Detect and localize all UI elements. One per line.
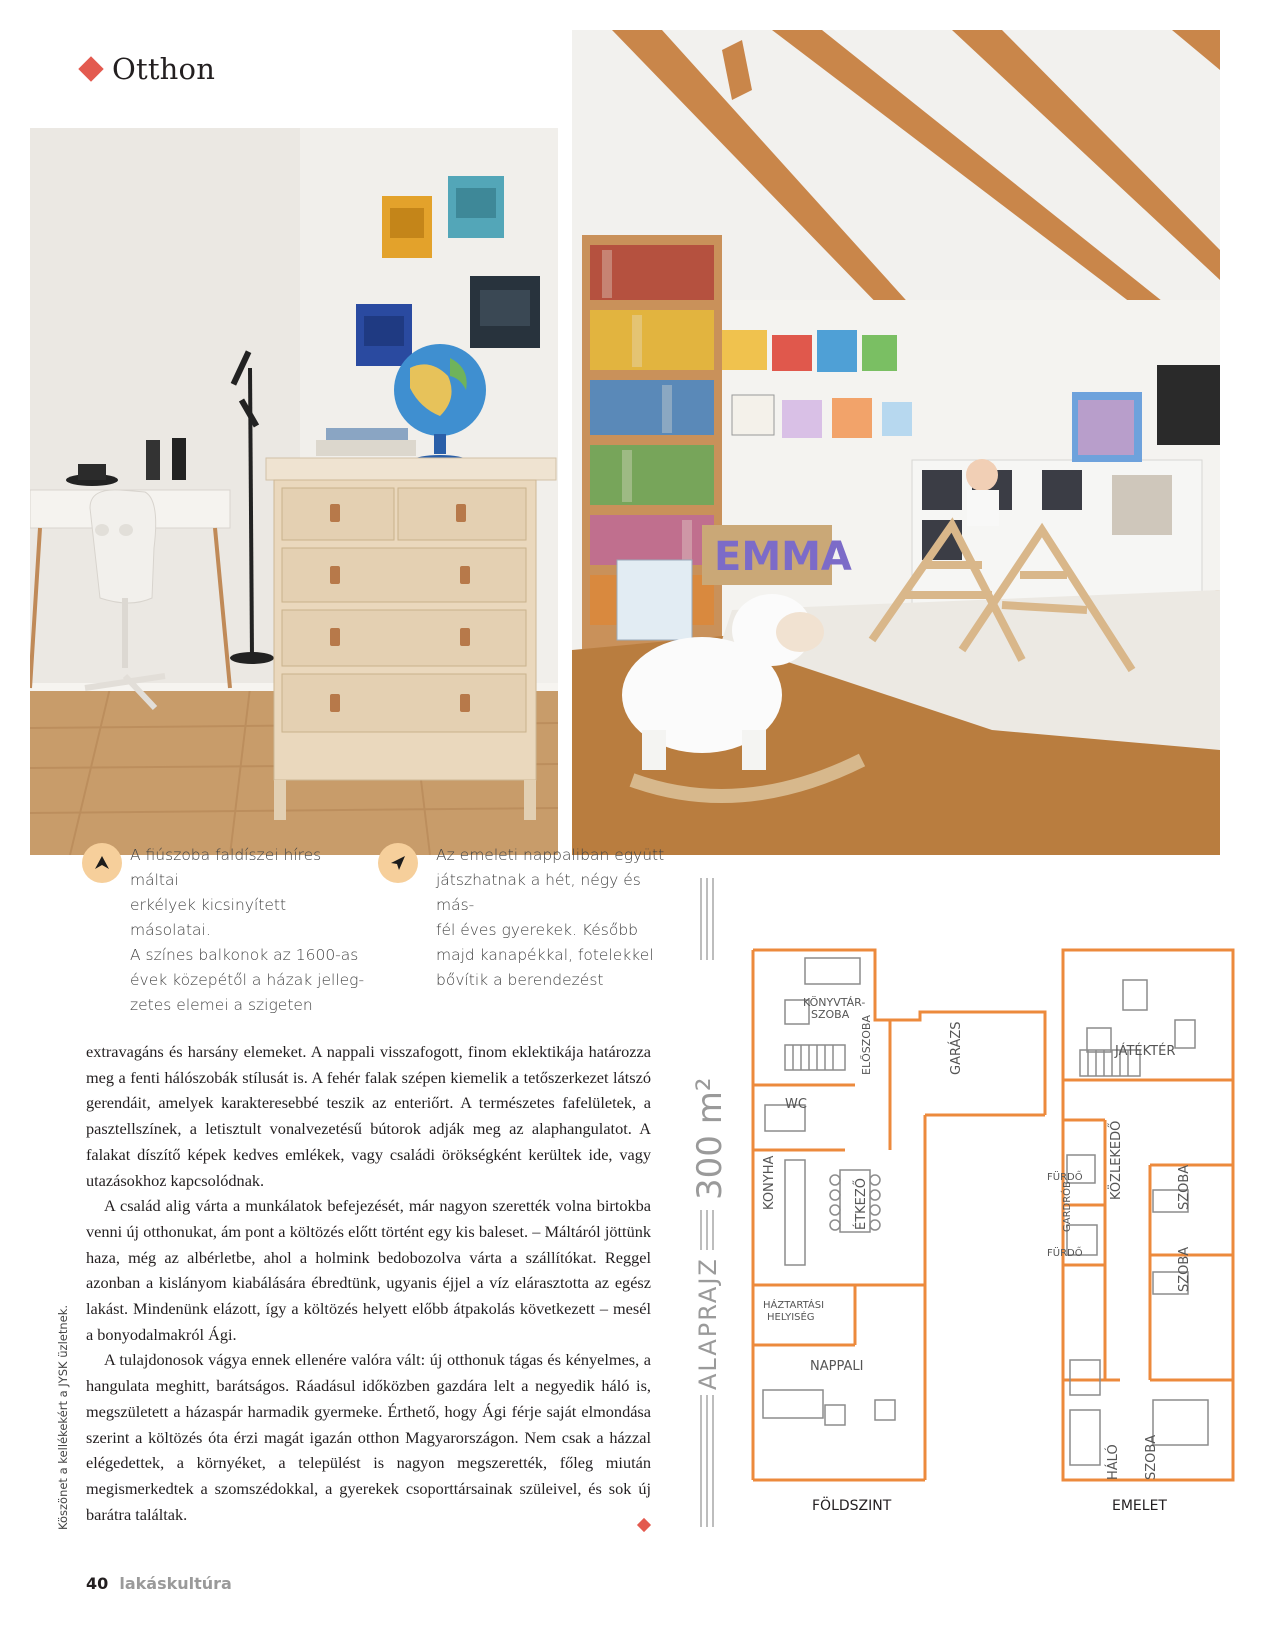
room-label: GARÁZS	[949, 1021, 964, 1075]
floorplan-drawing	[745, 940, 1255, 1510]
caption-line: évek közepétől a házak jelleg-	[130, 971, 365, 989]
page-footer	[86, 1574, 232, 1593]
room-label: NAPPALI	[810, 1359, 864, 1374]
divider-bar	[706, 878, 708, 960]
divider-bar	[700, 878, 702, 960]
floorplan-area: 300 m²	[690, 1077, 730, 1200]
room-label: HELYISÉG	[767, 1312, 815, 1323]
caption-left-text	[130, 843, 370, 1018]
furniture	[763, 958, 1208, 1465]
divider-bar	[706, 1395, 708, 1527]
caption-line: fél éves gyerekek. Később	[436, 921, 639, 939]
caption-line: majd kanapékkal, fotelekkel	[436, 946, 654, 964]
caption-left-badge	[82, 843, 122, 883]
caption-line: A színes balkonok az 1600-as	[130, 946, 359, 964]
room-label: SZOBA	[1177, 1164, 1192, 1210]
caption-line: Az emeleti nappaliban együtt	[436, 846, 665, 864]
photo-credit: Köszönet a kellékekért a JYSK üzletnek.	[56, 1304, 70, 1530]
divider-bar	[706, 1210, 708, 1250]
room-label: KÖNYVTÁR-	[803, 996, 866, 1009]
photo-boys-room	[30, 128, 558, 855]
divider-bar	[700, 1395, 702, 1527]
article-body	[86, 1039, 651, 1527]
room-label: KÖZLEKEDŐ	[1109, 1120, 1124, 1200]
room-label: JÁTÉKTÉR	[1115, 1044, 1176, 1059]
section-title: Otthon	[112, 52, 216, 86]
room-label: SZOBA	[1144, 1434, 1159, 1480]
caption-line: zetes elemei a szigeten	[130, 996, 313, 1014]
svg-text:EMMA: EMMA	[714, 534, 852, 580]
photo-attic-playroom	[572, 30, 1220, 855]
room-label: ELŐSZOBA	[860, 1015, 873, 1075]
body-paragraph: A család alig várta a munkálatok befejezését, már nagyon szerették volna birtokba venni új otthonukat, ám pont a költözés előtt történt egy kis baleset. – Máltáról jöttünk haza, még az albérletbe, ahol a holmink bedobozolva várta a szállítókat. Reggel azonban a kislányom kiabálására ébredtünk, ugyanis éjjel a víz elárasztotta az egész lakást. Mindenünk elázott, így a költözés helyett előbb átpakolás következett – mesél a bonyodalmakról Ági.	[86, 1196, 651, 1344]
room-label: ÉTKEZŐ	[854, 1177, 869, 1230]
room-label: HÁZTARTÁSI	[763, 1300, 825, 1311]
caption-right-text	[436, 843, 676, 993]
room-label: SZOBA	[811, 1008, 850, 1021]
room-label: FÜRDŐ	[1047, 1248, 1083, 1259]
room-label: HÁLÓ	[1106, 1444, 1121, 1480]
ground-floor-walls	[753, 950, 1045, 1480]
caption-line: A fiúszoba faldíszei híres máltai	[130, 846, 322, 889]
divider-bar	[712, 1210, 714, 1250]
room-label: WC	[785, 1097, 807, 1112]
room-label: KONYHA	[762, 1155, 777, 1210]
floorplan-title: ALAPRAJZ	[694, 1257, 722, 1390]
magazine-name: lakáskultúra	[119, 1574, 232, 1593]
body-paragraph: A tulajdonosok vágya ennek ellenére valóra vált: új otthonuk tágas és kényelmes, a hangulata meghitt, barátságos. Ráadásul időközben gazdára lelt a negyedik háló is, megszületett a házaspár harmadik gyermeke. Érthető, hogy Ági férje saját elmondása szerint a költözés óta érzi magát igazán otthon Magyarországon. Nem csak a házzal elégedettek, a környéket, a települést is nagyon megszerették, főleg miután megismerkedtek a szomszédokkal, a gyerekek csoporttársainak szüleivel, és sok új barátra találtak.	[86, 1350, 651, 1524]
caption-right-badge	[378, 843, 418, 883]
room-label: FÜRDŐ	[1047, 1172, 1083, 1183]
arrow-up-icon	[93, 854, 111, 872]
caption-line: erkélyek kicsinyített másolatai.	[130, 896, 287, 939]
caption-line: bővítik a berendezést	[436, 971, 604, 989]
divider-bar	[700, 1210, 702, 1250]
room-label: SZOBA	[1177, 1246, 1192, 1292]
upper-floor-label: EMELET	[1112, 1498, 1167, 1514]
section-diamond-icon	[78, 56, 103, 81]
ground-floor-label: FÖLDSZINT	[812, 1498, 892, 1514]
body-paragraph: extravagáns és harsány elemeket. A nappali visszafogott, finom eklektikája határozza meg a fenti hálószobák stílusát is. A fehér falak szépen kiemelik a tetőszerkezet látszó gerendáit, amelyek karakteresebbé teszik az enteriőrt. A természetes fafelületek, a pasztellszínek, a letisztult vonalvezetésű bútorok adják meg az alaphangulatot. A falakat díszítő képek kedves emlékek, vagy családi örökségként kerültek ide, vagy utazásokhoz kapcsolódnak.	[86, 1042, 651, 1190]
page-number: 40	[86, 1574, 109, 1593]
room-label: GARDRÓB	[1062, 1181, 1073, 1232]
arrow-up-left-icon	[389, 854, 407, 872]
divider-bar	[712, 878, 714, 960]
caption-line: játszhatnak a hét, négy és más-	[436, 871, 641, 914]
section-header	[82, 52, 215, 86]
divider-bar	[712, 1395, 714, 1527]
